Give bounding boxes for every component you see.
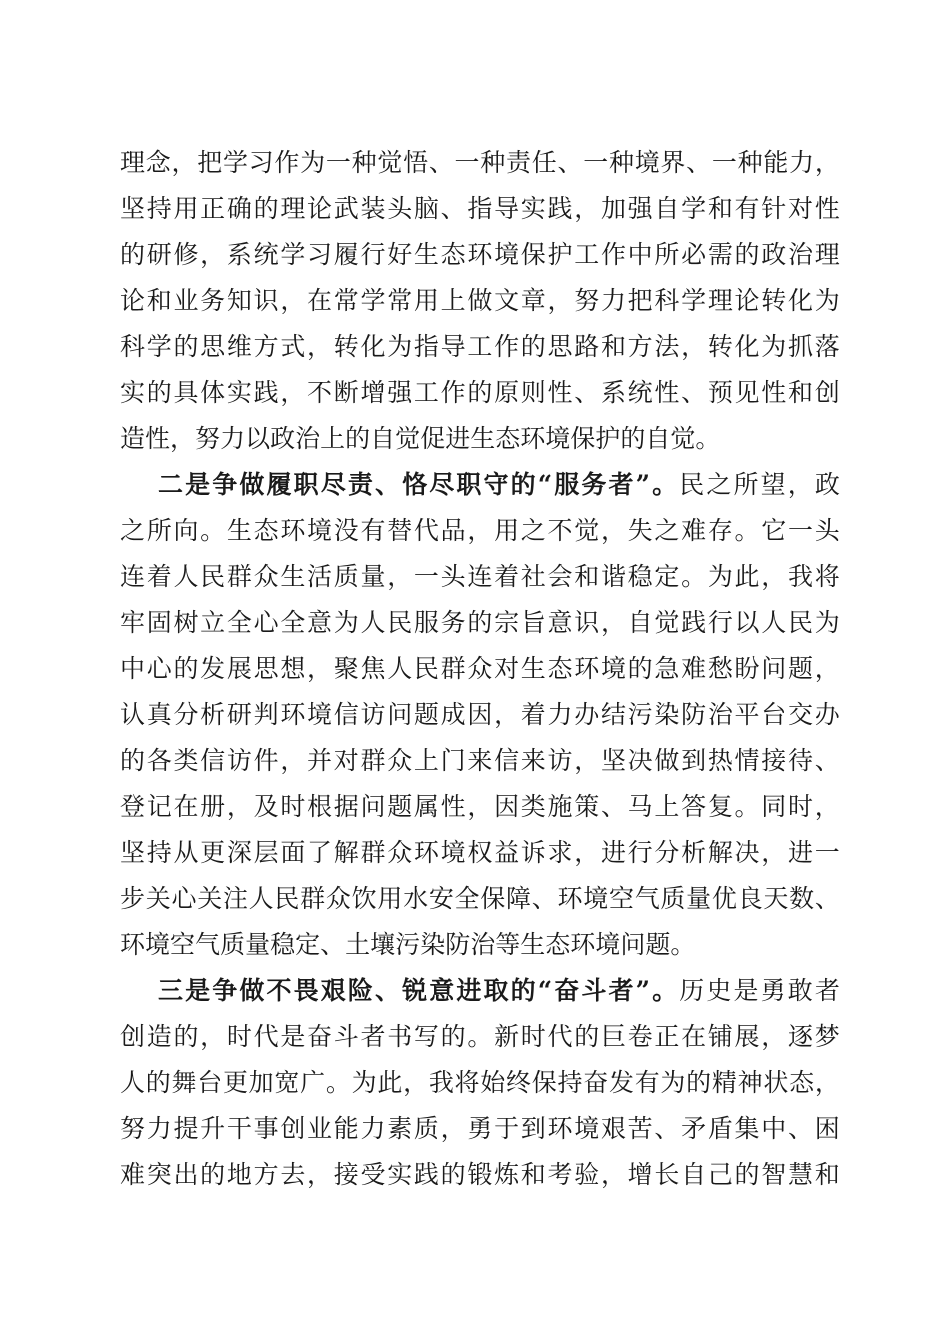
text-line: 坚 持 用 正 确 的 理 论 武 装 头 脑 、 指 导 实 践 ， 加 强 自 学 和 有 针 对 性 (120, 194, 840, 223)
text-line: 的 各 类 信 访 件 ， 并 对 群 众 上 门 来 信 来 访 ， 坚 决 做 到 热 情 接 待 、 (120, 746, 840, 775)
text-line: 环 境 空 气 质 量 稳 定 、 土 壤 污 染 防 治 等 生 态 环 境 问 题 。 (120, 930, 696, 959)
text-line: 牢 固 树 立 全 心 全 意 为 人 民 服 务 的 宗 旨 意 识 ， 自 觉 践 行 以 人 民 为 (120, 608, 840, 637)
text-line: 之 所 向 。 生 态 环 境 没 有 替 代 品 ， 用 之 不 觉 ， 失 之 难 存 。 它 一 头 (120, 516, 840, 545)
text-line: 人 的 舞 台 更 加 宽 广 。 为 此 ， 我 将 始 终 保 持 奋 发 有 为 的 精 神 状 态 ， (120, 1068, 840, 1097)
text-line: 的 研 修 ， 系 统 学 习 履 行 好 生 态 环 境 保 护 工 作 中 所 必 需 的 政 治 理 (120, 240, 840, 269)
text-line: 科 学 的 思 维 方 式 ， 转 化 为 指 导 工 作 的 思 路 和 方 法 ， 转 化 为 抓 落 (120, 332, 840, 361)
text-line: 步 关 心 关 注 人 民 群 众 饮 用 水 安 全 保 障 、 环 境 空 气 质 量 优 良 天 数 、 (120, 884, 840, 913)
text-line: 中 心 的 发 展 思 想 ， 聚 焦 人 民 群 众 对 生 态 环 境 的 急 难 愁 盼 问 题 ， (120, 654, 840, 683)
text-line: 坚 持 从 更 深 层 面 了 解 群 众 环 境 权 益 诉 求 ， 进 行 分 析 解 决 ， 进 一 (120, 838, 840, 867)
text-line: 实 的 具 体 实 践 ， 不 断 增 强 工 作 的 原 则 性 、 系 统 性 、 预 见 性 和 创 (120, 378, 840, 407)
text-line: 论 和 业 务 知 识 ， 在 常 学 常 用 上 做 文 章 ， 努 力 把 科 学 理 论 转 化 为 (120, 286, 840, 315)
text-line: 创 造 的 ， 时 代 是 奋 斗 者 书 写 的 。 新 时 代 的 巨 卷 正 在 铺 展 ， 逐 梦 (120, 1022, 840, 1051)
text-line: 造 性 ， 努 力 以 政 治 上 的 自 觉 促 进 生 态 环 境 保 护 的 自 觉 。 (120, 424, 721, 453)
text-line: 认 真 分 析 研 判 环 境 信 访 问 题 成 因 ， 着 力 办 结 污 染 防 治 平 台 交 办 (120, 700, 840, 729)
text-line: 理 念 ， 把 学 习 作 为 一 种 觉 悟 、 一 种 责 任 、 一 种 境 界 、 一 种 能 力 ， (120, 148, 840, 177)
document-body (120, 140, 840, 1198)
text-line: 登 记 在 册 ， 及 时 根 据 问 题 属 性 ， 因 类 施 策 、 马 上 答 复 。 同 时 ， (120, 792, 840, 821)
text-line: 难 突 出 的 地 方 去 ， 接 受 实 践 的 锻 炼 和 考 验 ， 增 长 自 己 的 智 慧 和 (120, 1160, 840, 1189)
text-line: 努 力 提 升 干 事 创 业 能 力 素 质 ， 勇 于 到 环 境 艰 苦 、 矛 盾 集 中 、 困 (120, 1114, 840, 1143)
text-line: 二 是 争 做 履 职 尽 责 、 恪 尽 职 守 的 “ 服 务 者 ” 。 民 之 所 望 ， 政 (158, 470, 840, 499)
text-line: 三 是 争 做 不 畏 艰 险 、 锐 意 进 取 的 “ 奋 斗 者 ” 。 历 史 是 勇 敢 者 (158, 976, 840, 1005)
text-line: 连 着 人 民 群 众 生 活 质 量 ， 一 头 连 着 社 会 和 谐 稳 定 。 为 此 ， 我 将 (120, 562, 840, 591)
